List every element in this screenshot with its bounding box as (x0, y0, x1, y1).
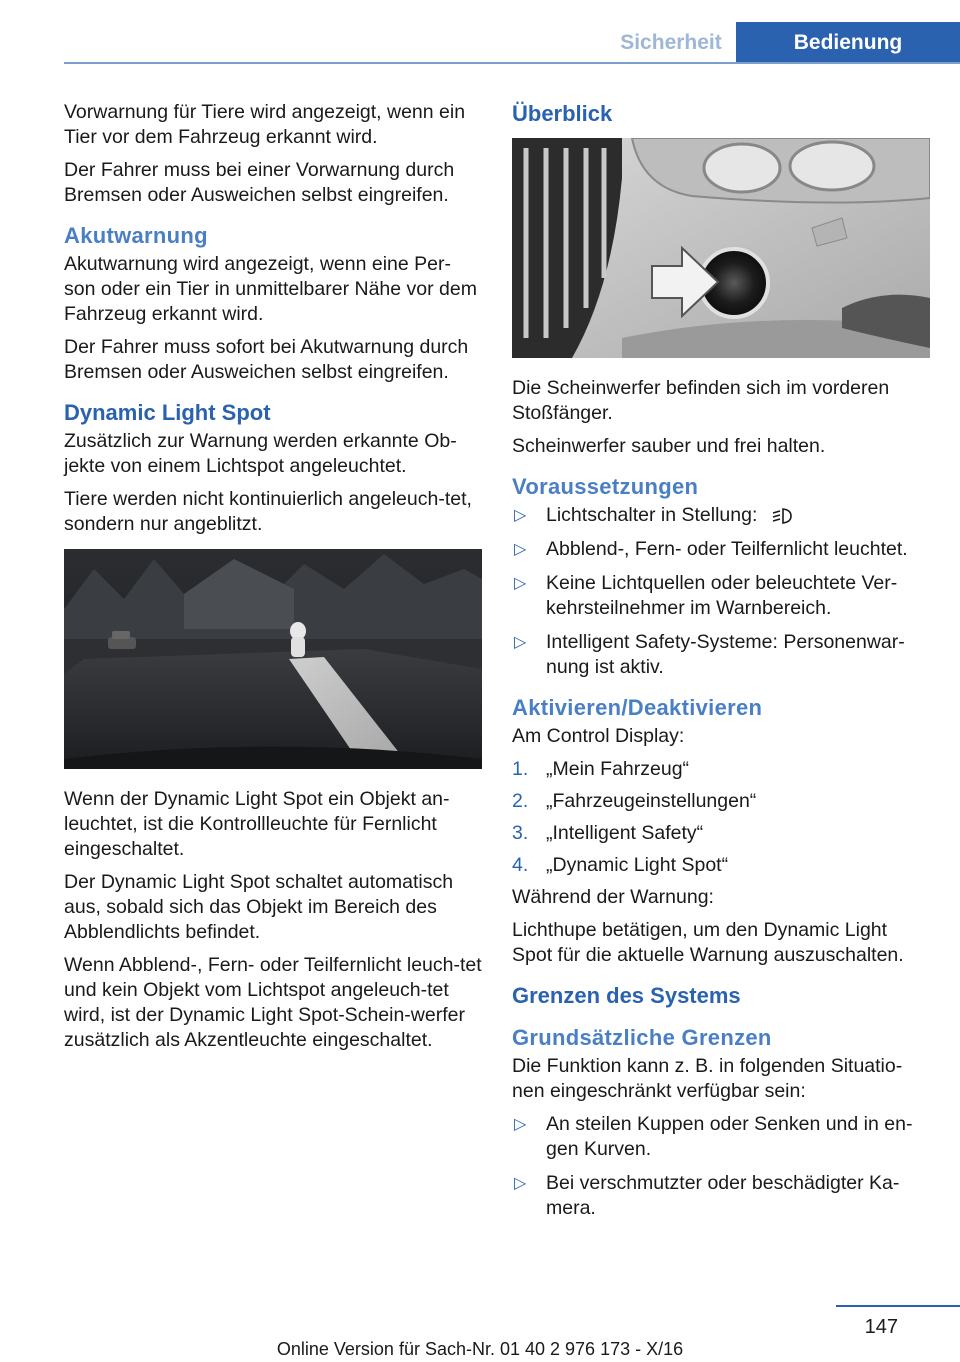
step-item (512, 821, 930, 846)
step-number: 1. (512, 758, 529, 780)
paragraph: Scheinwerfer sauber und frei halten. (512, 435, 826, 457)
heading-dynamic-light-spot: Dynamic Light Spot (64, 400, 271, 425)
triangle-bullet-icon: ▷ (514, 541, 527, 558)
paragraph: Die Funktion kann z. B. in folgenden Situatio‐nen eingeschränkt verfügbar sein: (512, 1055, 903, 1102)
paragraph: Zusätzlich zur Warnung werden erkannte Ob‐jekte von einem Lichtspot angeleuchtet. (64, 430, 457, 477)
paragraph: Wenn der Dynamic Light Spot ein Objekt an‐leuchtet, ist die Kontrollleuchte für Fernlicht eingeschaltet. (64, 788, 450, 860)
triangle-bullet-icon: ▷ (514, 507, 527, 524)
triangle-bullet-icon: ▷ (514, 1116, 527, 1133)
step-item (512, 789, 930, 814)
paragraph: Während der Warnung: (512, 886, 714, 908)
step-number: 2. (512, 790, 529, 812)
list-item-text: Lichtschalter in Stellung: (546, 504, 758, 526)
paragraph: Wenn Abblend-, Fern- oder Teilfernlicht leuch‐tet und kein Objekt vom Lichtspot angeleuch‐tet wird, ist der Dynamic Light Spot-Schein‐werfer zusätzlich als Akzentleuchte eingeschaltet. (64, 954, 482, 1051)
heading-grenzen: Grenzen des Systems (512, 983, 741, 1008)
list-item (512, 503, 930, 528)
paragraph: Tiere werden nicht kontinuierlich angeleuch‐tet, sondern nur angeblitzt. (64, 488, 472, 535)
page-number: 147 (864, 1316, 898, 1338)
heading-grundsaetzliche-grenzen: Grundsätzliche Grenzen (512, 1025, 772, 1050)
headlight-image (512, 138, 930, 358)
paragraph: Vorwarnung für Tiere wird angezeigt, wenn ein Tier vor dem Fahrzeug erkannt wird. (64, 101, 466, 148)
step-number: 3. (512, 822, 529, 844)
list-item-text: Bei verschmutzter oder beschädigter Ka‐mera. (546, 1172, 900, 1219)
heading-aktivieren: Aktivieren/Deaktivieren (512, 695, 763, 720)
step-item (512, 853, 930, 878)
paragraph: Der Dynamic Light Spot schaltet automatisch aus, sobald sich das Objekt im Bereich des Abblendlichts befindet. (64, 871, 454, 943)
paragraph: Die Scheinwerfer befinden sich im vorderen Stoßfänger. (512, 377, 890, 424)
list-item-text: Abblend-, Fern- oder Teilfernlicht leuchtet. (546, 538, 908, 560)
list-item (512, 630, 930, 680)
paragraph: Der Fahrer muss bei einer Vorwarnung durch Bremsen oder Ausweichen selbst eingreifen. (64, 159, 455, 206)
low-beam-icon (771, 505, 793, 527)
header-divider (64, 62, 960, 64)
step-text: „Fahrzeugeinstellungen“ (546, 790, 757, 812)
footer-divider (836, 1305, 960, 1307)
steps-list (512, 757, 930, 878)
list-item (512, 1112, 930, 1162)
tab-bedienung[interactable]: Bedienung (736, 22, 960, 62)
paragraph: Akutwarnung wird angezeigt, wenn eine Per‐son oder ein Tier in unmittelbarer Nähe vor dem Fahrzeug erkannt wird. (64, 253, 477, 325)
step-item (512, 757, 930, 782)
heading-ueberblick: Überblick (512, 101, 613, 126)
list-item (512, 571, 930, 621)
triangle-bullet-icon: ▷ (514, 1175, 527, 1192)
night-road-illustration (64, 549, 482, 769)
right-column (512, 100, 930, 1230)
list-item-text: Intelligent Safety-Systeme: Personenwar‐nung ist aktiv. (546, 631, 905, 678)
step-text: „Mein Fahrzeug“ (546, 758, 690, 780)
list-item (512, 1171, 930, 1221)
step-text: „Intelligent Safety“ (546, 822, 704, 844)
paragraph: Am Control Display: (512, 725, 685, 747)
list-item (512, 537, 930, 562)
left-column (64, 100, 482, 1061)
heading-voraussetzungen: Voraussetzungen (512, 474, 699, 499)
requirements-list (512, 503, 930, 680)
tab-sicherheit[interactable]: Sicherheit (620, 31, 722, 54)
limits-list (512, 1112, 930, 1221)
step-number: 4. (512, 854, 529, 876)
triangle-bullet-icon: ▷ (514, 575, 527, 592)
step-text: „Dynamic Light Spot“ (546, 854, 729, 876)
night-road-image (64, 549, 482, 769)
paragraph: Lichthupe betätigen, um den Dynamic Light Spot für die aktuelle Warnung auszuschalten. (512, 919, 904, 966)
paragraph: Der Fahrer muss sofort bei Akutwarnung durch Bremsen oder Ausweichen selbst eingreifen. (64, 336, 469, 383)
list-item-text: Keine Lichtquellen oder beleuchtete Ver‐kehrsteilnehmer im Warnbereich. (546, 572, 898, 619)
car-front-illustration (512, 138, 930, 358)
heading-akutwarnung: Akutwarnung (64, 223, 208, 248)
triangle-bullet-icon: ▷ (514, 634, 527, 651)
footer-text: Online Version für Sach-Nr. 01 40 2 976 173 - X/16 (276, 1339, 684, 1359)
list-item-text: An steilen Kuppen oder Senken und in en‐gen Kurven. (546, 1113, 913, 1160)
